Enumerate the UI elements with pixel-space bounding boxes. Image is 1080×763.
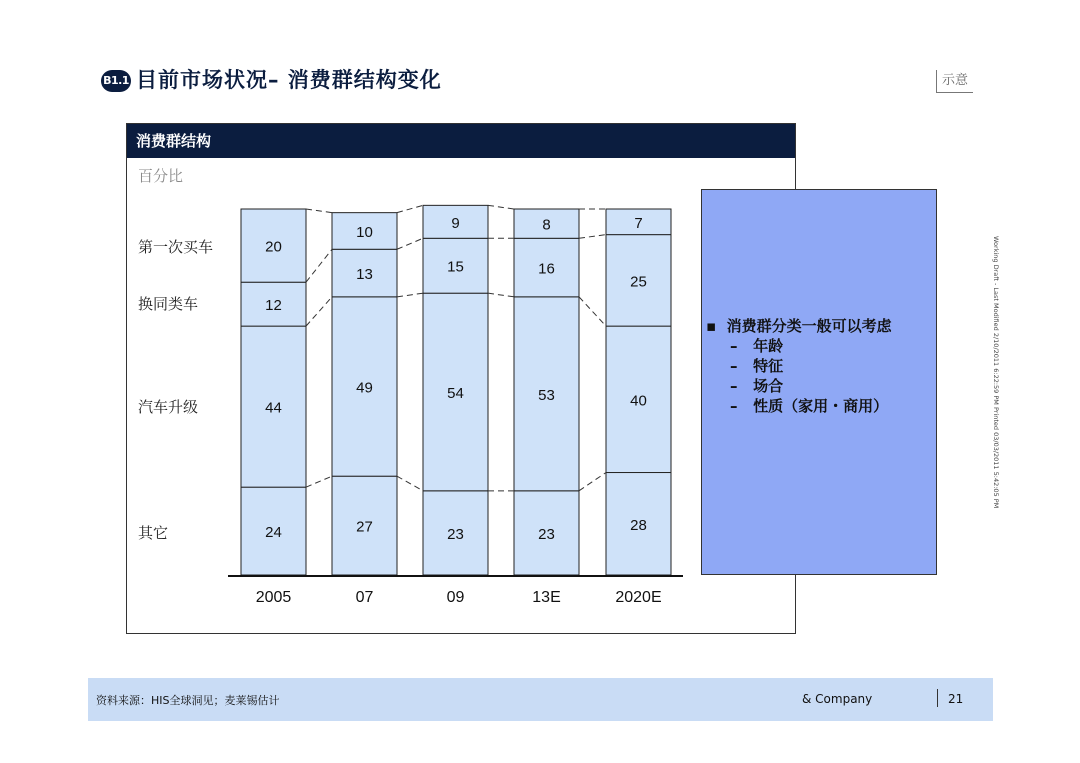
page-title: 目前市场状况– 消费群结构变化 <box>136 68 442 92</box>
row-label-replacement: 换同类车 <box>138 295 199 313</box>
illustrative-sticker: 示意 <box>936 70 973 93</box>
row-label-upgrade: 汽车升级 <box>138 398 199 416</box>
data-label: 10 <box>356 223 373 241</box>
data-label: 15 <box>447 258 464 276</box>
data-label: 12 <box>265 297 282 315</box>
row-label-first-purchase: 第一次买车 <box>138 238 214 256</box>
data-label: 23 <box>447 525 464 543</box>
data-label: 27 <box>356 518 373 536</box>
data-label: 28 <box>630 516 647 534</box>
connector-line <box>579 473 606 491</box>
data-label: 49 <box>356 379 373 397</box>
connector-line <box>579 235 606 239</box>
callout-item-text: 特征 <box>753 357 784 375</box>
callout-item-text: 性质（家用・商用） <box>753 397 889 415</box>
callout-item-text: 年龄 <box>753 337 784 355</box>
x-tick-label: 09 <box>446 589 465 606</box>
x-tick-label: 13E <box>532 589 561 606</box>
callout-item-text: 场合 <box>753 377 784 395</box>
connector-line <box>306 209 332 213</box>
data-label: 40 <box>630 392 647 410</box>
data-label: 25 <box>630 273 647 291</box>
connector-line <box>306 249 332 282</box>
callout-item: – 年龄 <box>730 337 784 355</box>
source-note: 资料来源：HIS全球洞见；麦莱锡估计 <box>96 694 280 707</box>
draft-sidenote-text: Working Draft - Last Modified 2/10/2011 6:22:59 PM Printed 03/03/2011 5:42:05 PM <box>992 236 1000 509</box>
data-label: 44 <box>265 399 282 417</box>
connector-line <box>306 476 332 487</box>
company-name: & Company <box>802 692 873 706</box>
connector-line <box>488 293 514 297</box>
data-label: 20 <box>265 238 282 256</box>
callout-item: – 特征 <box>730 357 784 375</box>
callout-bullet: ▪ 消费群分类一般可以考虑 <box>706 317 892 335</box>
connector-line <box>397 238 423 249</box>
connector-line <box>306 297 332 326</box>
section-badge: B1.1 <box>101 70 131 92</box>
x-tick-label: 2005 <box>255 589 292 606</box>
connector-line <box>488 205 514 209</box>
callout-content <box>706 316 892 416</box>
callout-item: – 性质（家用・商用） <box>730 397 889 415</box>
data-label: 13 <box>356 266 373 284</box>
callout-bullet-text: 消费群分类一般可以考虑 <box>726 317 892 335</box>
footer-divider <box>937 689 938 707</box>
page-number: 21 <box>948 692 964 706</box>
data-label: 23 <box>538 525 555 543</box>
unit-label: 百分比 <box>138 167 184 185</box>
callout-item: – 场合 <box>730 377 784 395</box>
data-label: 16 <box>538 260 555 278</box>
connector-line <box>397 476 423 491</box>
data-label: 53 <box>538 386 555 404</box>
panel-header: 消费群结构 <box>127 124 795 158</box>
x-tick-label: 2020E <box>615 589 662 606</box>
data-label: 9 <box>451 214 460 232</box>
connector-line <box>397 205 423 212</box>
connector-line <box>579 297 606 326</box>
data-label: 54 <box>447 385 464 402</box>
x-tick-label: 07 <box>355 589 374 606</box>
draft-sidenote <box>990 236 1000 556</box>
connector-line <box>397 293 423 297</box>
data-label: 7 <box>634 214 643 232</box>
data-label: 8 <box>542 216 551 234</box>
data-label: 24 <box>265 524 282 542</box>
row-label-other: 其它 <box>138 524 169 542</box>
